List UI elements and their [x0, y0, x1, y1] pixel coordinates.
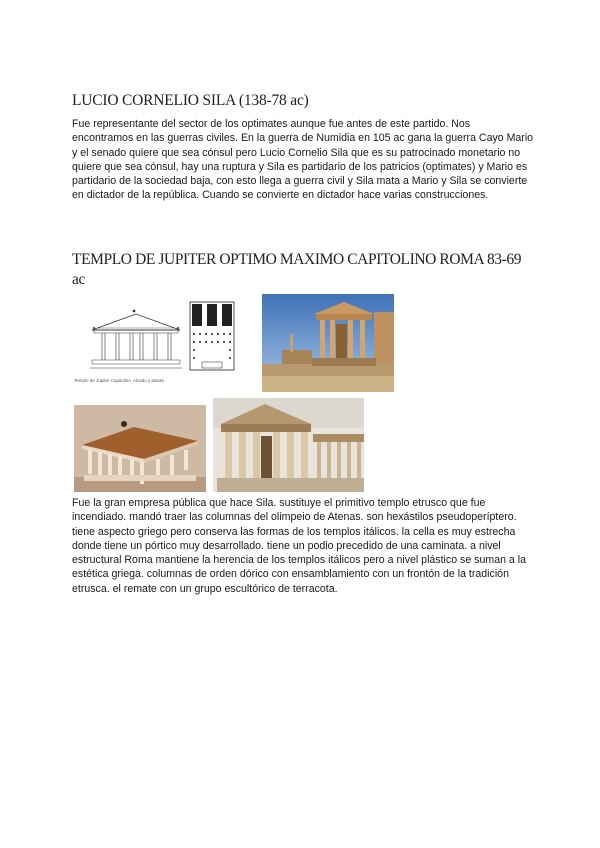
paragraph-templo: Fue la gran empresa pública que hace Sila. sustituye el primitivo templo etrusco que fue incendiado. mandó traer las columnas del olimpeio de Atenas. son hexástilos pseudoperíptero. tiene aspecto griego pero conserva las formas de los templos itálicos. la cella es muy estrecha donde tiene un pórtico muy desarrollado. tiene un podio precedido de una caminata. a nivel estructural Roma mantiene la herencia de los templos itálicos pero a nivel plástico se suman a la estética griega. columnas de orden dórico con ensamblamiento con un frontón de la tradición etrusca. el remate con un grupo escultórico de terracota. — [72, 497, 526, 595]
paragraph-sila: Fue representante del sector de los optimates aunque fue antes de este partido. Nos encontramos en las guerras civiles. En la guerra de Numidia en 105 ac gana la guerra Cayo Mario y el senado quiere que sea cónsul pero Lucio Cornelio Sila que es su patrocinado monetario no quiere que sea cónsul, hay una ruptura y Sila es partidario de los patricios (optimates) y Mario es partidario de la sociedad baja, con esto llega a guerra civil y Sila mata a Mario y Sila se convierte en dictador de la república. Cuando se convierte en dictador hace varias construcciones. — [72, 118, 534, 202]
temple-ruins-photo — [262, 294, 394, 392]
temple-reconstruction-render — [213, 398, 364, 492]
temple-plan-drawing — [188, 300, 236, 372]
heading-lucio-cornelio-sila: LUCIO CORNELIO SILA (138-78 ac) — [72, 92, 309, 109]
temple-model-photo — [74, 405, 206, 492]
figure-caption: Templo de Júpiter Capitolino. Alzado y planta — [74, 378, 164, 383]
temple-elevation-drawing — [88, 300, 184, 376]
heading-templo-jupiter: TEMPLO DE JUPITER OPTIMO MAXIMO CAPITOLINO ROMA 83-69 ac — [72, 251, 522, 288]
